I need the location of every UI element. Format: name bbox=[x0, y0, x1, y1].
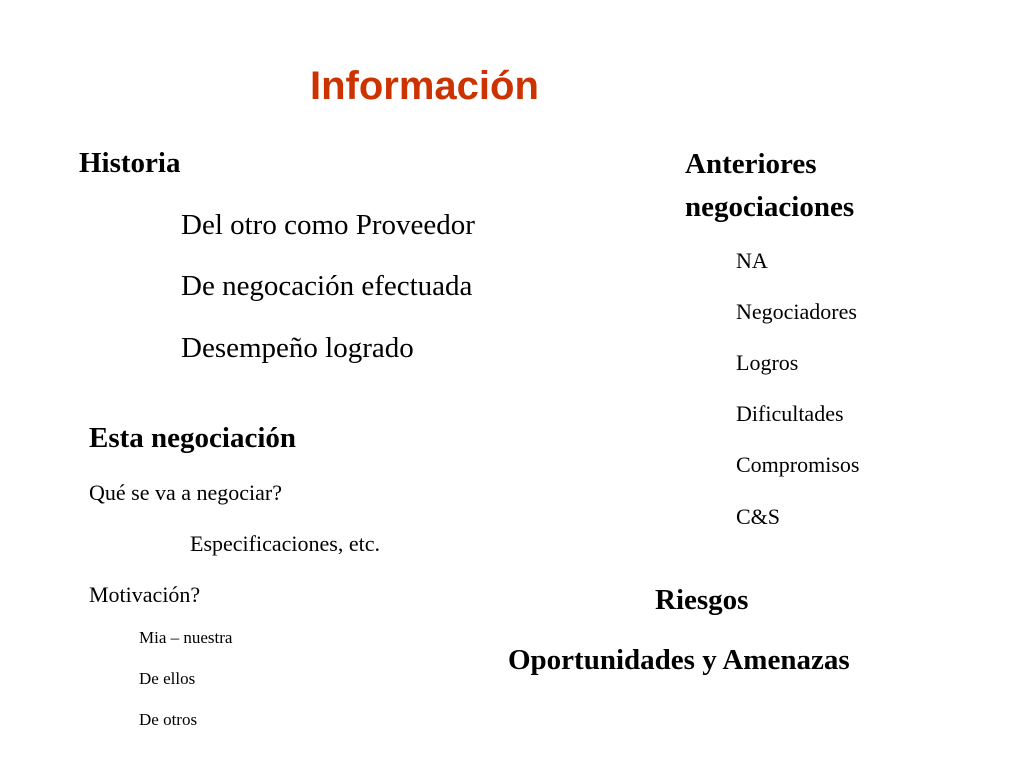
motivation-item: Mia – nuestra bbox=[139, 628, 233, 647]
historia-item: De negocación efectuada bbox=[181, 270, 473, 302]
esta-motivation: Motivación? bbox=[89, 582, 201, 607]
esta-detail: Especificaciones, etc. bbox=[190, 531, 380, 556]
riesgos-subheading: Oportunidades y Amenazas bbox=[508, 644, 850, 676]
motivation-item: De otros bbox=[139, 710, 198, 729]
anteriores-item: Compromisos bbox=[736, 452, 860, 477]
anteriores-item: Dificultades bbox=[736, 401, 844, 426]
historia-item: Desempeño logrado bbox=[181, 332, 414, 364]
anteriores-heading-line2: negociaciones bbox=[685, 191, 855, 223]
esta-question: Qué se va a negociar? bbox=[89, 480, 283, 505]
slide-title: Información bbox=[310, 64, 539, 108]
anteriores-heading bbox=[685, 143, 854, 229]
anteriores-item: Negociadores bbox=[736, 299, 857, 324]
anteriores-item: NA bbox=[736, 248, 768, 273]
riesgos-heading: Riesgos bbox=[655, 584, 749, 616]
anteriores-item: Logros bbox=[736, 350, 799, 375]
anteriores-item: C&S bbox=[736, 504, 781, 529]
anteriores-heading-line1: Anteriores bbox=[685, 148, 817, 180]
historia-heading: Historia bbox=[79, 147, 181, 179]
historia-item: Del otro como Proveedor bbox=[181, 209, 475, 241]
esta-heading: Esta negociación bbox=[89, 422, 297, 454]
motivation-item: De ellos bbox=[139, 669, 196, 688]
